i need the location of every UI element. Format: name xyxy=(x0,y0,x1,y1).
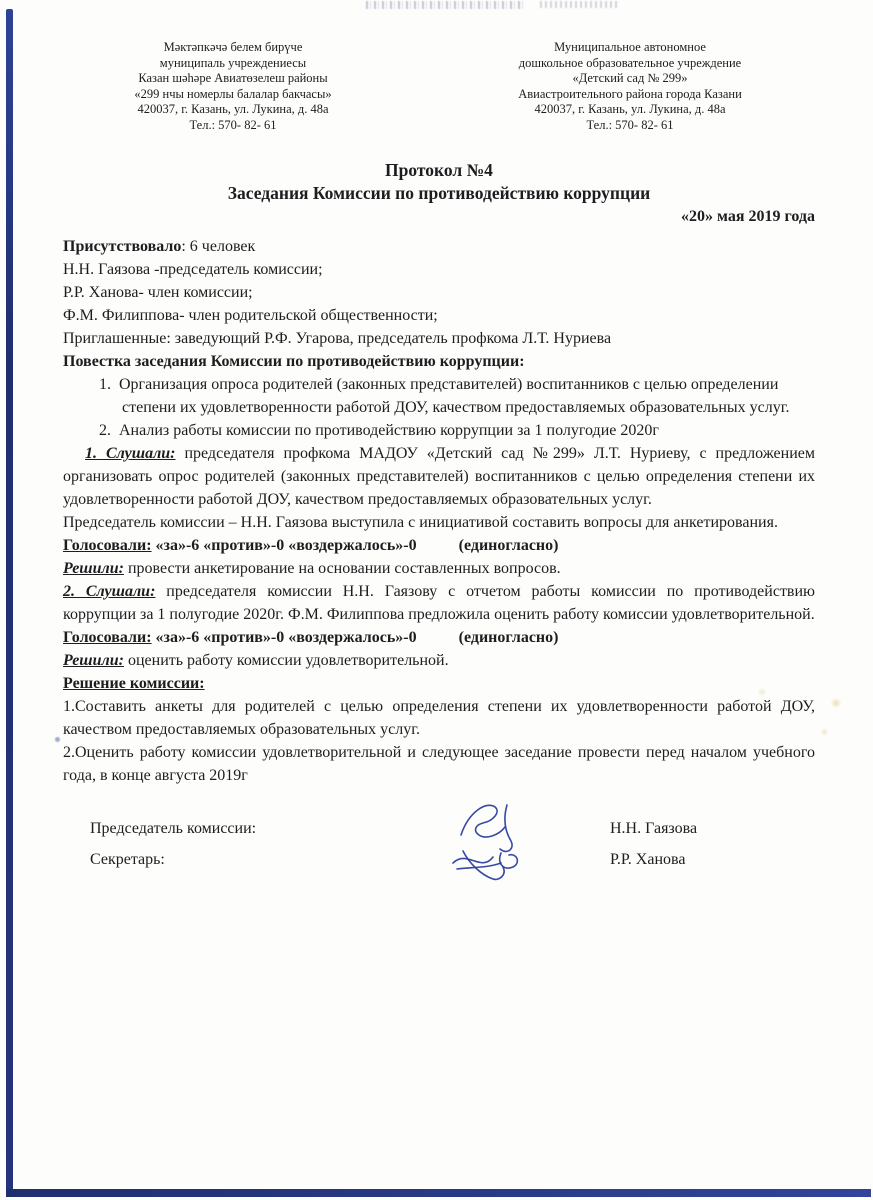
heard-paragraph-2 xyxy=(63,580,815,626)
resolved-line-1 xyxy=(63,557,815,580)
vote-2-label: Голосовали: xyxy=(63,629,152,646)
letterhead xyxy=(63,40,815,133)
present-label: Присутствовало xyxy=(63,238,182,255)
member-line: Н.Н. Гаязова -председатель комиссии; xyxy=(63,261,323,278)
secretary-name: Р.Р. Ханова xyxy=(610,851,686,868)
document-content xyxy=(63,40,815,875)
document-subtitle: Заседания Комиссии по противодействию коррупции xyxy=(227,183,651,203)
chairman-label: Председатель комиссии: xyxy=(90,820,257,837)
resolved-1-text: провести анкетирование на основании составленных вопросов. xyxy=(123,560,561,577)
heard-1-text: председателя профкома МАДОУ «Детский сад №299» Л.Т. Нуриеву, с предложением организовать опрос родителей (законных представителей) воспитанников с целью определения степени их удовлетворенности работой ДОУ, качеством предоставляемых образовательных услуг. xyxy=(63,445,816,508)
letterhead-line: Тел.: 570- 82- 61 xyxy=(189,117,277,132)
decision-item: 2.Оценить работу комиссии удовлетворительной и следующее заседание провести перед началом учебного года, в конце августа 2019г xyxy=(63,744,815,784)
agenda-item-number: 2. xyxy=(99,422,111,439)
present-value: : 6 человек xyxy=(181,238,256,255)
agenda-item-text: Организация опроса родителей (законных представителей) воспитанников с целью определении степени их удовлетворенности работой ДОУ, качеством предоставляемых образовательных услуг. xyxy=(119,376,790,416)
vote-line-1 xyxy=(63,534,815,557)
member-line: Р.Р. Ханова- член комиссии; xyxy=(63,284,253,301)
chairman-name: Н.Н. Гаязова xyxy=(610,820,698,837)
vote-1-unanimous: (единогласно) xyxy=(458,537,559,554)
letterhead-line: муниципаль учреждениесы xyxy=(159,55,307,70)
scan-artifact-top-text-2 xyxy=(540,1,618,8)
decision-item: 1.Составить анкеты для родителей с целью определения степени их удовлетворенности работой ДОУ, качеством предоставляемых образовательных услуг. xyxy=(63,698,815,738)
heard-paragraph-1 xyxy=(63,442,815,511)
agenda-item-text: Анализ работы комиссии по противодействию коррупции за 1 полугодие 2020г xyxy=(119,422,659,439)
title-block xyxy=(63,159,815,228)
vote-2-unanimous: (единогласно) xyxy=(458,629,559,646)
letterhead-russian xyxy=(449,40,811,133)
scan-edge-bottom xyxy=(6,1189,871,1197)
heard-1-label: 1. Слушали: xyxy=(85,445,176,462)
signature-block xyxy=(63,813,815,875)
letterhead-line: Мәктәпкәчә белем бирүче xyxy=(163,40,303,54)
letterhead-line: дошкольное образовательное учреждение xyxy=(518,55,742,70)
resolved-2-label: Решили: xyxy=(63,652,124,669)
letterhead-tatar xyxy=(83,40,383,133)
heard-2-text: председателя комиссии Н.Н. Гаязову с отчетом работы комиссии по противодействию коррупции за 1 полугодие 2020г. Ф.М. Филиппова предложила оценить работу комиссии удовлетворительной. xyxy=(63,583,816,623)
present-line xyxy=(63,235,815,258)
document-title: Протокол №4 xyxy=(385,160,493,180)
document-body xyxy=(63,235,815,787)
document-date: «20» мая 2019 года xyxy=(681,208,815,225)
resolved-1-label: Решили: xyxy=(63,560,124,577)
scan-stain xyxy=(830,698,842,708)
decision-heading-text: Решение комиссии: xyxy=(63,675,205,692)
letterhead-line: Муниципальное автономное xyxy=(554,40,706,54)
decision-heading xyxy=(63,672,815,695)
scan-artifact-top-text xyxy=(366,1,524,9)
vote-line-2 xyxy=(63,626,815,649)
letterhead-line: Казан шәһәре Авиатөзелеш районы xyxy=(138,71,328,85)
letterhead-line: «Детский сад № 299» xyxy=(572,71,688,85)
letterhead-line: Авиастроительного района города Казани xyxy=(518,86,742,101)
member-line: Ф.М. Филиппова- член родительской общественности; xyxy=(63,307,438,324)
resolved-line-2 xyxy=(63,649,815,672)
scan-ink-speck xyxy=(55,737,60,742)
secretary-label: Секретарь: xyxy=(90,851,165,868)
agenda-item xyxy=(63,419,815,442)
scan-stain xyxy=(820,728,829,736)
letterhead-line: 420037, г. Казань, ул. Лукина, д. 48а xyxy=(534,102,726,116)
agenda-item-number: 1. xyxy=(99,376,111,393)
agenda-item xyxy=(63,373,815,419)
agenda-heading: Повестка заседания Комиссии по противодействию коррупции: xyxy=(63,353,525,370)
letterhead-line: «299 нчы номерлы балалар бакчасы» xyxy=(134,86,332,101)
vote-1-label: Голосовали: xyxy=(63,537,152,554)
scan-edge-left xyxy=(6,9,13,1195)
letterhead-line: 420037, г. Казань, ул. Лукина, д. 48а xyxy=(137,102,329,116)
resolved-2-text: оценить работу комиссии удовлетворительной. xyxy=(123,652,449,669)
invited-line: Приглашенные: заведующий Р.Ф. Угарова, председатель профкома Л.Т. Нуриева xyxy=(63,330,612,347)
secretary-signature-row xyxy=(63,844,815,875)
initiative-line: Председатель комиссии – Н.Н. Гаязова выступила с инициативой составить вопросы для анкетирования. xyxy=(63,514,778,531)
heard-2-label: 2. Слушали: xyxy=(63,583,156,600)
vote-1-values: «за»-6 «против»-0 «воздержалось»-0 xyxy=(151,537,417,554)
letterhead-line: Тел.: 570- 82- 61 xyxy=(586,117,674,132)
chairman-signature-row xyxy=(63,813,815,844)
vote-2-values: «за»-6 «против»-0 «воздержалось»-0 xyxy=(151,629,417,646)
